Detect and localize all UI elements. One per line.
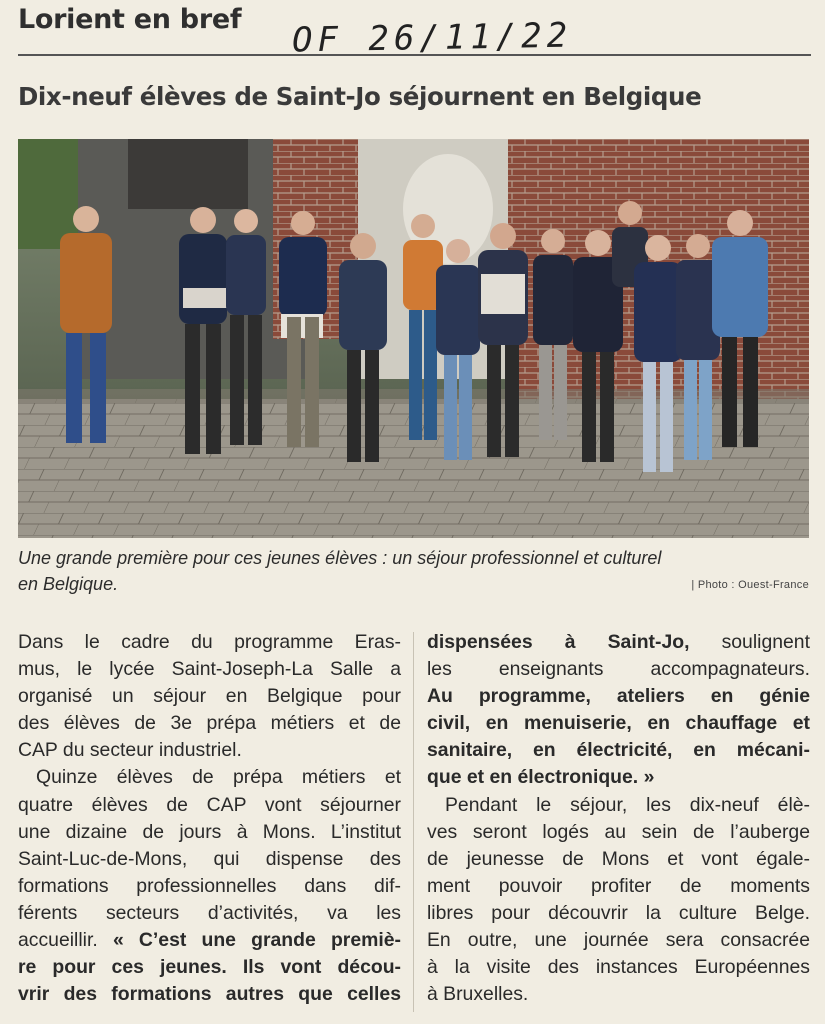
article-line: Quinze élèves de prépa métiers et bbox=[36, 766, 401, 789]
group-photo bbox=[18, 139, 809, 538]
caption-line: en Belgique. bbox=[18, 574, 119, 594]
article-line: que et en électronique. » bbox=[427, 766, 655, 789]
handwritten-date-stamp: OF 26/11/22 bbox=[291, 15, 573, 61]
article-line: mus, le lycée Saint-Joseph-La Salle a bbox=[18, 658, 401, 681]
article-line: Dans le cadre du programme Eras- bbox=[18, 631, 401, 653]
article-line: une dizaine de jours à Mons. L’institut bbox=[18, 820, 401, 843]
article-line: Pendant le séjour, les dix-neuf élè- bbox=[445, 793, 810, 816]
section-title: Lorient en bref bbox=[18, 4, 242, 35]
article-line: des élèves de 3e prépa métiers et de bbox=[18, 712, 401, 735]
article-line: dispensées à Saint-Jo, soulignent bbox=[427, 631, 810, 653]
article-headline: Dix-neuf élèves de Saint-Jo séjournent en Belgique bbox=[18, 82, 702, 111]
article-line: Au programme, ateliers en génie bbox=[427, 685, 810, 708]
article-column-left bbox=[18, 629, 401, 1008]
article-line: de jeunesse de Mons et vont égale- bbox=[427, 847, 810, 870]
article-line: sanitaire, en électricité, en mécani- bbox=[427, 739, 810, 762]
article-line: à la visite des instances Européennes bbox=[427, 956, 810, 979]
article-line: Saint-Luc-de-Mons, qui dispense des bbox=[18, 847, 401, 870]
photo-credit: | Photo : Ouest-France bbox=[691, 579, 809, 591]
article-line: les enseignants accompagnateurs. bbox=[427, 658, 810, 681]
article-line: civil, en menuiserie, en chauffage et bbox=[427, 712, 810, 735]
column-divider bbox=[413, 632, 414, 1012]
article-column-right bbox=[427, 629, 810, 1008]
header-rule bbox=[18, 54, 811, 56]
article-line: à Bruxelles. bbox=[427, 983, 529, 1006]
article-line: re pour ces jeunes. Ils vont décou- bbox=[18, 956, 401, 979]
article-line: libres pour découvrir la culture Belge. bbox=[427, 901, 810, 924]
article-line: formations professionnelles dans dif- bbox=[18, 874, 401, 897]
group-photo-illustration bbox=[18, 139, 809, 538]
article-line: vrir des formations autres que celles bbox=[18, 983, 401, 1006]
caption-line: Une grande première pour ces jeunes élèves : un séjour professionnel et culturel bbox=[18, 548, 662, 568]
article-line: organisé un séjour en Belgique pour bbox=[18, 685, 401, 708]
article-line: ment pouvoir profiter de moments bbox=[427, 874, 810, 897]
article-line: quatre élèves de CAP vont séjourner bbox=[18, 793, 401, 816]
article-line: En outre, une journée sera consacrée bbox=[427, 929, 810, 952]
article-line: accueillir. « C’est une grande premiè- bbox=[18, 929, 402, 952]
photo-caption bbox=[18, 545, 808, 597]
article-line: férents secteurs d’activités, va les bbox=[18, 901, 401, 924]
article-line: CAP du secteur industriel. bbox=[18, 739, 242, 762]
article-line: ves seront logés au sein de l’auberge bbox=[427, 820, 810, 843]
